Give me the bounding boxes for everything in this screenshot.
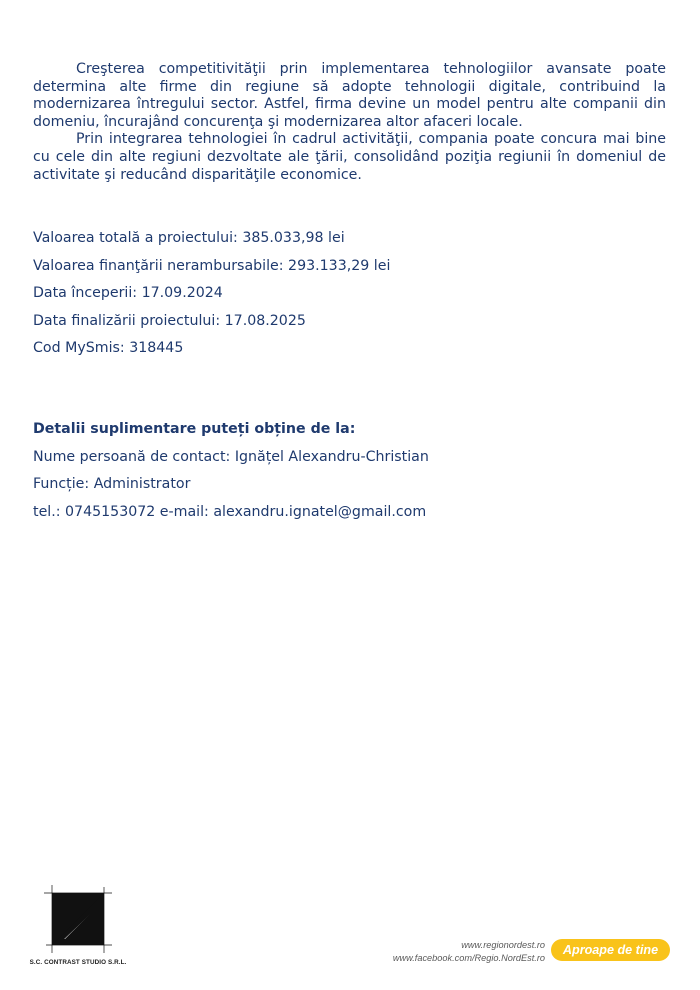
company-logo — [28, 885, 128, 970]
intro-text — [33, 61, 666, 184]
contact-heading: Detalii suplimentare puteți obține de la: — [33, 421, 356, 437]
mysmis-code: Cod MySmis: 318445 — [33, 340, 184, 357]
intro-paragraph-2: Prin integrarea tehnologiei în cadrul activităţii, compania poate concura mai bine cu cele din alte regiuni dezvoltate ale ţării, consolidând poziţia regiunii în domeniul de activitate şi reducând disparităţile economice. — [33, 131, 666, 183]
end-date: Data finalizării proiectului: 17.08.2025 — [33, 312, 306, 329]
contact-person: Nume persoană de contact: Ignățel Alexandru-Christian — [33, 448, 429, 465]
contact-role: Funcție: Administrator — [33, 476, 191, 492]
website-link[interactable]: www.regionordest.ro — [461, 940, 545, 950]
project-facts — [33, 230, 390, 368]
tagline-badge: Aproape de tine — [551, 939, 670, 961]
contrast-studio-logo-icon — [44, 885, 114, 955]
footer-links — [393, 939, 545, 964]
company-name: S.C. CONTRAST STUDIO S.R.L. — [29, 959, 127, 966]
facebook-link[interactable]: www.facebook.com/Regio.NordEst.ro — [392, 952, 545, 963]
start-date: Data începerii: 17.09.2024 — [33, 285, 223, 302]
intro-paragraph-1: Creşterea competitivităţii prin implementarea tehnologiilor avansate poate determina alte firme din regiune să adopte tehnologii digitale, contribuind la modernizarea întregului sector. Astfel, firma devine un model pentru alte companii din domeniu, încurajând concurenţa şi modernizarea altor afaceri locale. — [33, 61, 666, 130]
contact-section — [33, 421, 429, 531]
grant-value: Valoarea finanţării nerambursabile: 293.133,29 lei — [33, 257, 391, 274]
total-value: Valoarea totală a proiectului: 385.033,98 lei — [33, 230, 345, 246]
contact-phone-email: tel.: 0745153072 e-mail: alexandru.ignatel@gmail.com — [33, 503, 427, 520]
